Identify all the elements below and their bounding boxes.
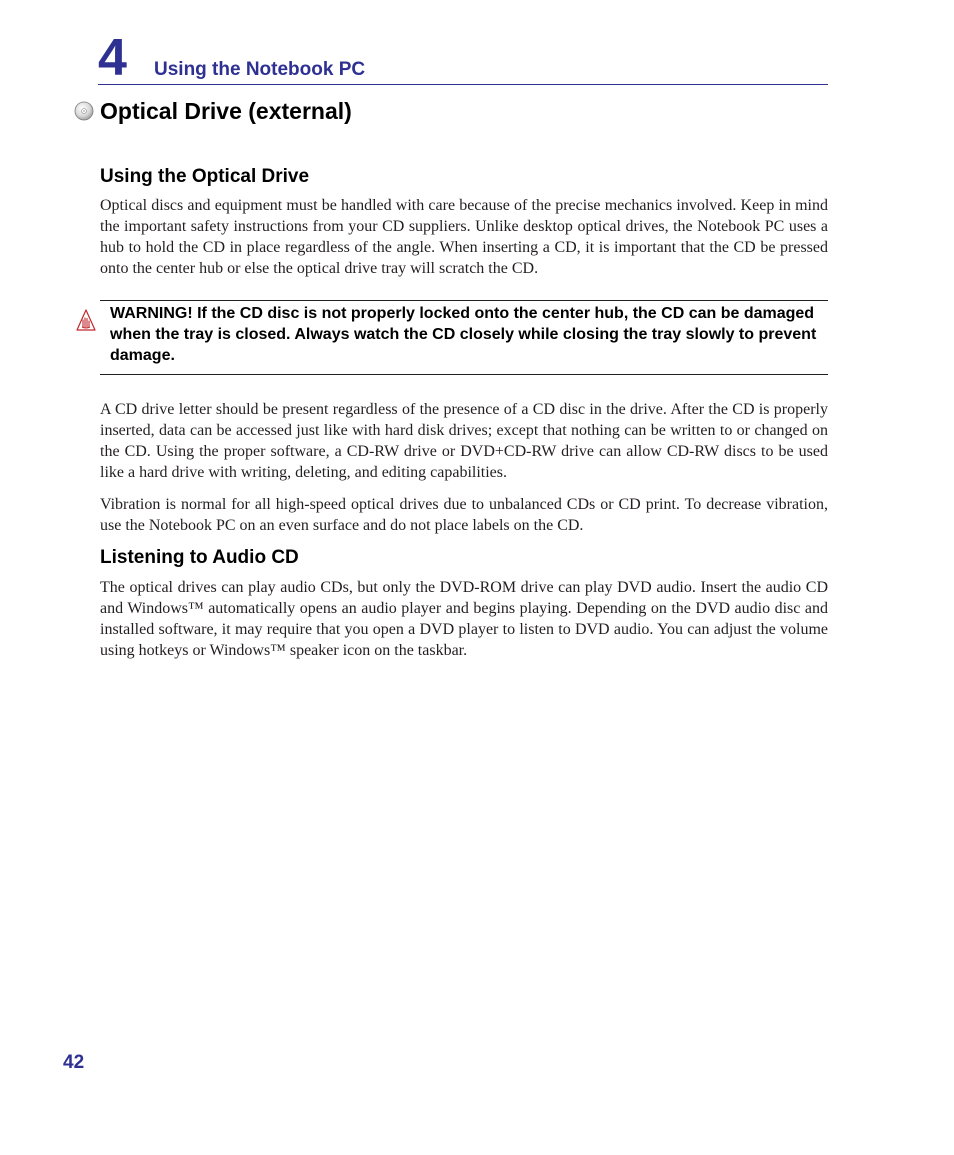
audio-paragraph: The optical drives can play audio CDs, but only the DVD-ROM drive can play DVD audio. Insert the audio CD and Windows™ automatically opens an audio player and begins playing. Depending on the DVD audio disc and installed software, it may require that you open a DVD player to listen to DVD audio. You can adjust the volume using hotkeys or Windows™ speaker icon on the taskbar. [100, 579, 828, 659]
header-divider [98, 84, 828, 85]
warning-text: WARNING! If the CD disc is not properly locked onto the center hub, the CD can be damaged when the tray is closed. Always watch the CD closely while closing the tray slowly to prevent damage. [110, 305, 817, 364]
warning-hand-icon [76, 309, 96, 333]
optical-paragraph: Optical discs and equipment must be handled with care because of the precise mechanics involved. Keep in mind the important safety instructions from your CD suppliers. Unlike desktop optical drives, the Notebook PC uses a hub to hold the CD in place regardless of the angle. When inserting a CD, it is important that the CD be pressed onto the center hub or else the optical drive tray will scratch the CD. [100, 197, 828, 277]
vibration-paragraph: Vibration is normal for all high-speed optical drives due to unbalanced CDs or CD print. To decrease vibration, use the Notebook PC on an even surface and do not place labels on the CD. [100, 496, 828, 534]
subsection-title-optical: Using the Optical Drive [100, 166, 310, 187]
cd-disc-icon [74, 101, 94, 121]
page-number: 42 [63, 1052, 85, 1073]
chapter-number: 4 [98, 29, 127, 87]
subsection-title-audio: Listening to Audio CD [100, 547, 299, 568]
section-title: Optical Drive (external) [100, 98, 352, 124]
drive-letter-paragraph: A CD drive letter should be present regardless of the presence of a CD disc in the drive. After the CD is properly inserted, data can be accessed just like with hard disk drives; except that nothing can be written to or changed on the CD. Using the proper software, a CD-RW drive or DVD+CD-RW drive can allow CD-RW discs to be used like a hard drive with writing, deleting, and editing capabilities. [100, 401, 828, 481]
chapter-title: Using the Notebook PC [154, 59, 366, 80]
